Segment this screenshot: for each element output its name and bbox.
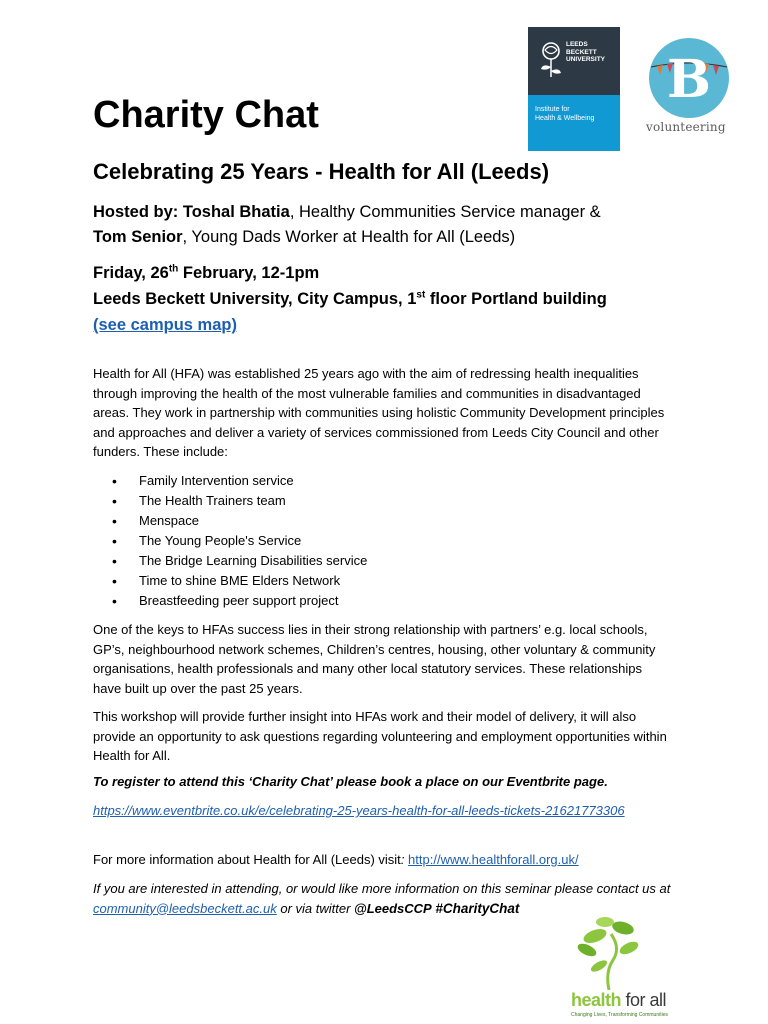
more-info-line: For more information about Health for All (Leeds) visit: http://www.healthforall.org.uk/ [93,852,579,867]
volunteering-logo [643,37,735,135]
host1-name: Toshal Bhatia [182,203,290,221]
lbu-name-text: LEEDS BECKETT UNIVERSITY [566,41,606,63]
list-item: • Breastfeeding peer support project [93,591,367,611]
list-item: • Time to shine BME Elders Network [93,571,367,591]
healthforall-link[interactable]: http://www.healthforall.org.uk/ [408,852,579,867]
more-info-label: For more information about Health for All (Leeds) visit [93,852,401,867]
intro-paragraph: Health for All (HFA) was established 25 years ago with the aim of redressing health inequalities through improving the health of the most vulnerable families and communities in disadvantaged areas. They work in partnership with communities using holistic Community Development principles and approaches and deliver a variety of services commissioned from Leeds City Council and other funders. These include: [93,366,665,459]
page-title: Charity Chat [93,94,319,136]
page-subtitle: Celebrating 25 Years - Health for All (Leeds) [93,159,550,184]
event-date: Friday, 26th February, 12-1pm [93,263,320,282]
hashtag[interactable]: #CharityChat [435,900,520,916]
leeds-beckett-logo [528,27,620,151]
workshop-paragraph: This workshop will provide further insight into HFAs work and their model of delivery, it will also provide an opportunity to ask questions regarding volunteering and employment opportunities within Health for All. [93,709,667,763]
list-item: • The Young People's Service [93,531,367,551]
services-list [93,471,367,611]
hfa-tagline: Changing Lives, Transforming Communities [571,1012,668,1018]
host1-role: , Healthy Communities Service manager & [289,203,601,221]
event-details [93,260,693,338]
rose-emblem-icon [534,39,568,81]
list-item: • The Bridge Learning Disabilities service [93,551,367,571]
eventbrite-link[interactable]: https://www.eventbrite.co.uk/e/celebrating-25-years-health-for-all-leeds-tickets-21621773306 [93,803,625,818]
contact-paragraph: If you are interested in attending, or would like more information on this seminar please contact us at community@leedsbeckett.ac.uk or via twitter @LeedsCCP #CharityChat [93,881,671,916]
list-item: • Family Intervention service [93,471,367,491]
eventbrite-section [93,801,633,821]
lbu-institute-text: Institute for Health & Wellbeing [535,106,595,122]
host2-role: , Young Dads Worker at Health for All (Leeds) [182,228,516,246]
twitter-handle[interactable]: @LeedsCCP [354,900,432,916]
health-for-all-logo [565,916,685,1020]
hosts-section [93,200,693,250]
event-venue: Leeds Beckett University, City Campus, 1st floor Portland building [93,289,607,308]
hosted-by-label: Hosted by: [93,203,183,221]
contact-text: If you are interested in attending, or would like more information on this seminar please contact us at [93,881,671,896]
host2-name: Tom Senior [93,228,183,246]
campus-map-link[interactable]: (see campus map) [93,316,237,334]
contact-email-link[interactable]: community@leedsbeckett.ac.uk [93,900,277,916]
partners-paragraph: One of the keys to HFAs success lies in their strong relationship with partners’ e.g. local schools, GP’s, neighbourhood network schemes, Children’s centres, housing, other voluntary & community organisations, health professionals and many other local statutory services. These relationships have built up over the past 25 years. [93,622,656,696]
list-item: • The Health Trainers team [93,491,367,511]
register-text: To register to attend this ‘Charity Chat’ please book a place on our Eventbrite page. [93,774,608,789]
list-item: • Menspace [93,511,367,531]
volunteering-b-icon [643,37,735,119]
plant-sprout-icon [565,916,685,990]
hfa-wordmark: health for all [571,990,667,1010]
volunteering-text: volunteering [646,120,726,134]
svg-text:B: B [667,49,711,110]
